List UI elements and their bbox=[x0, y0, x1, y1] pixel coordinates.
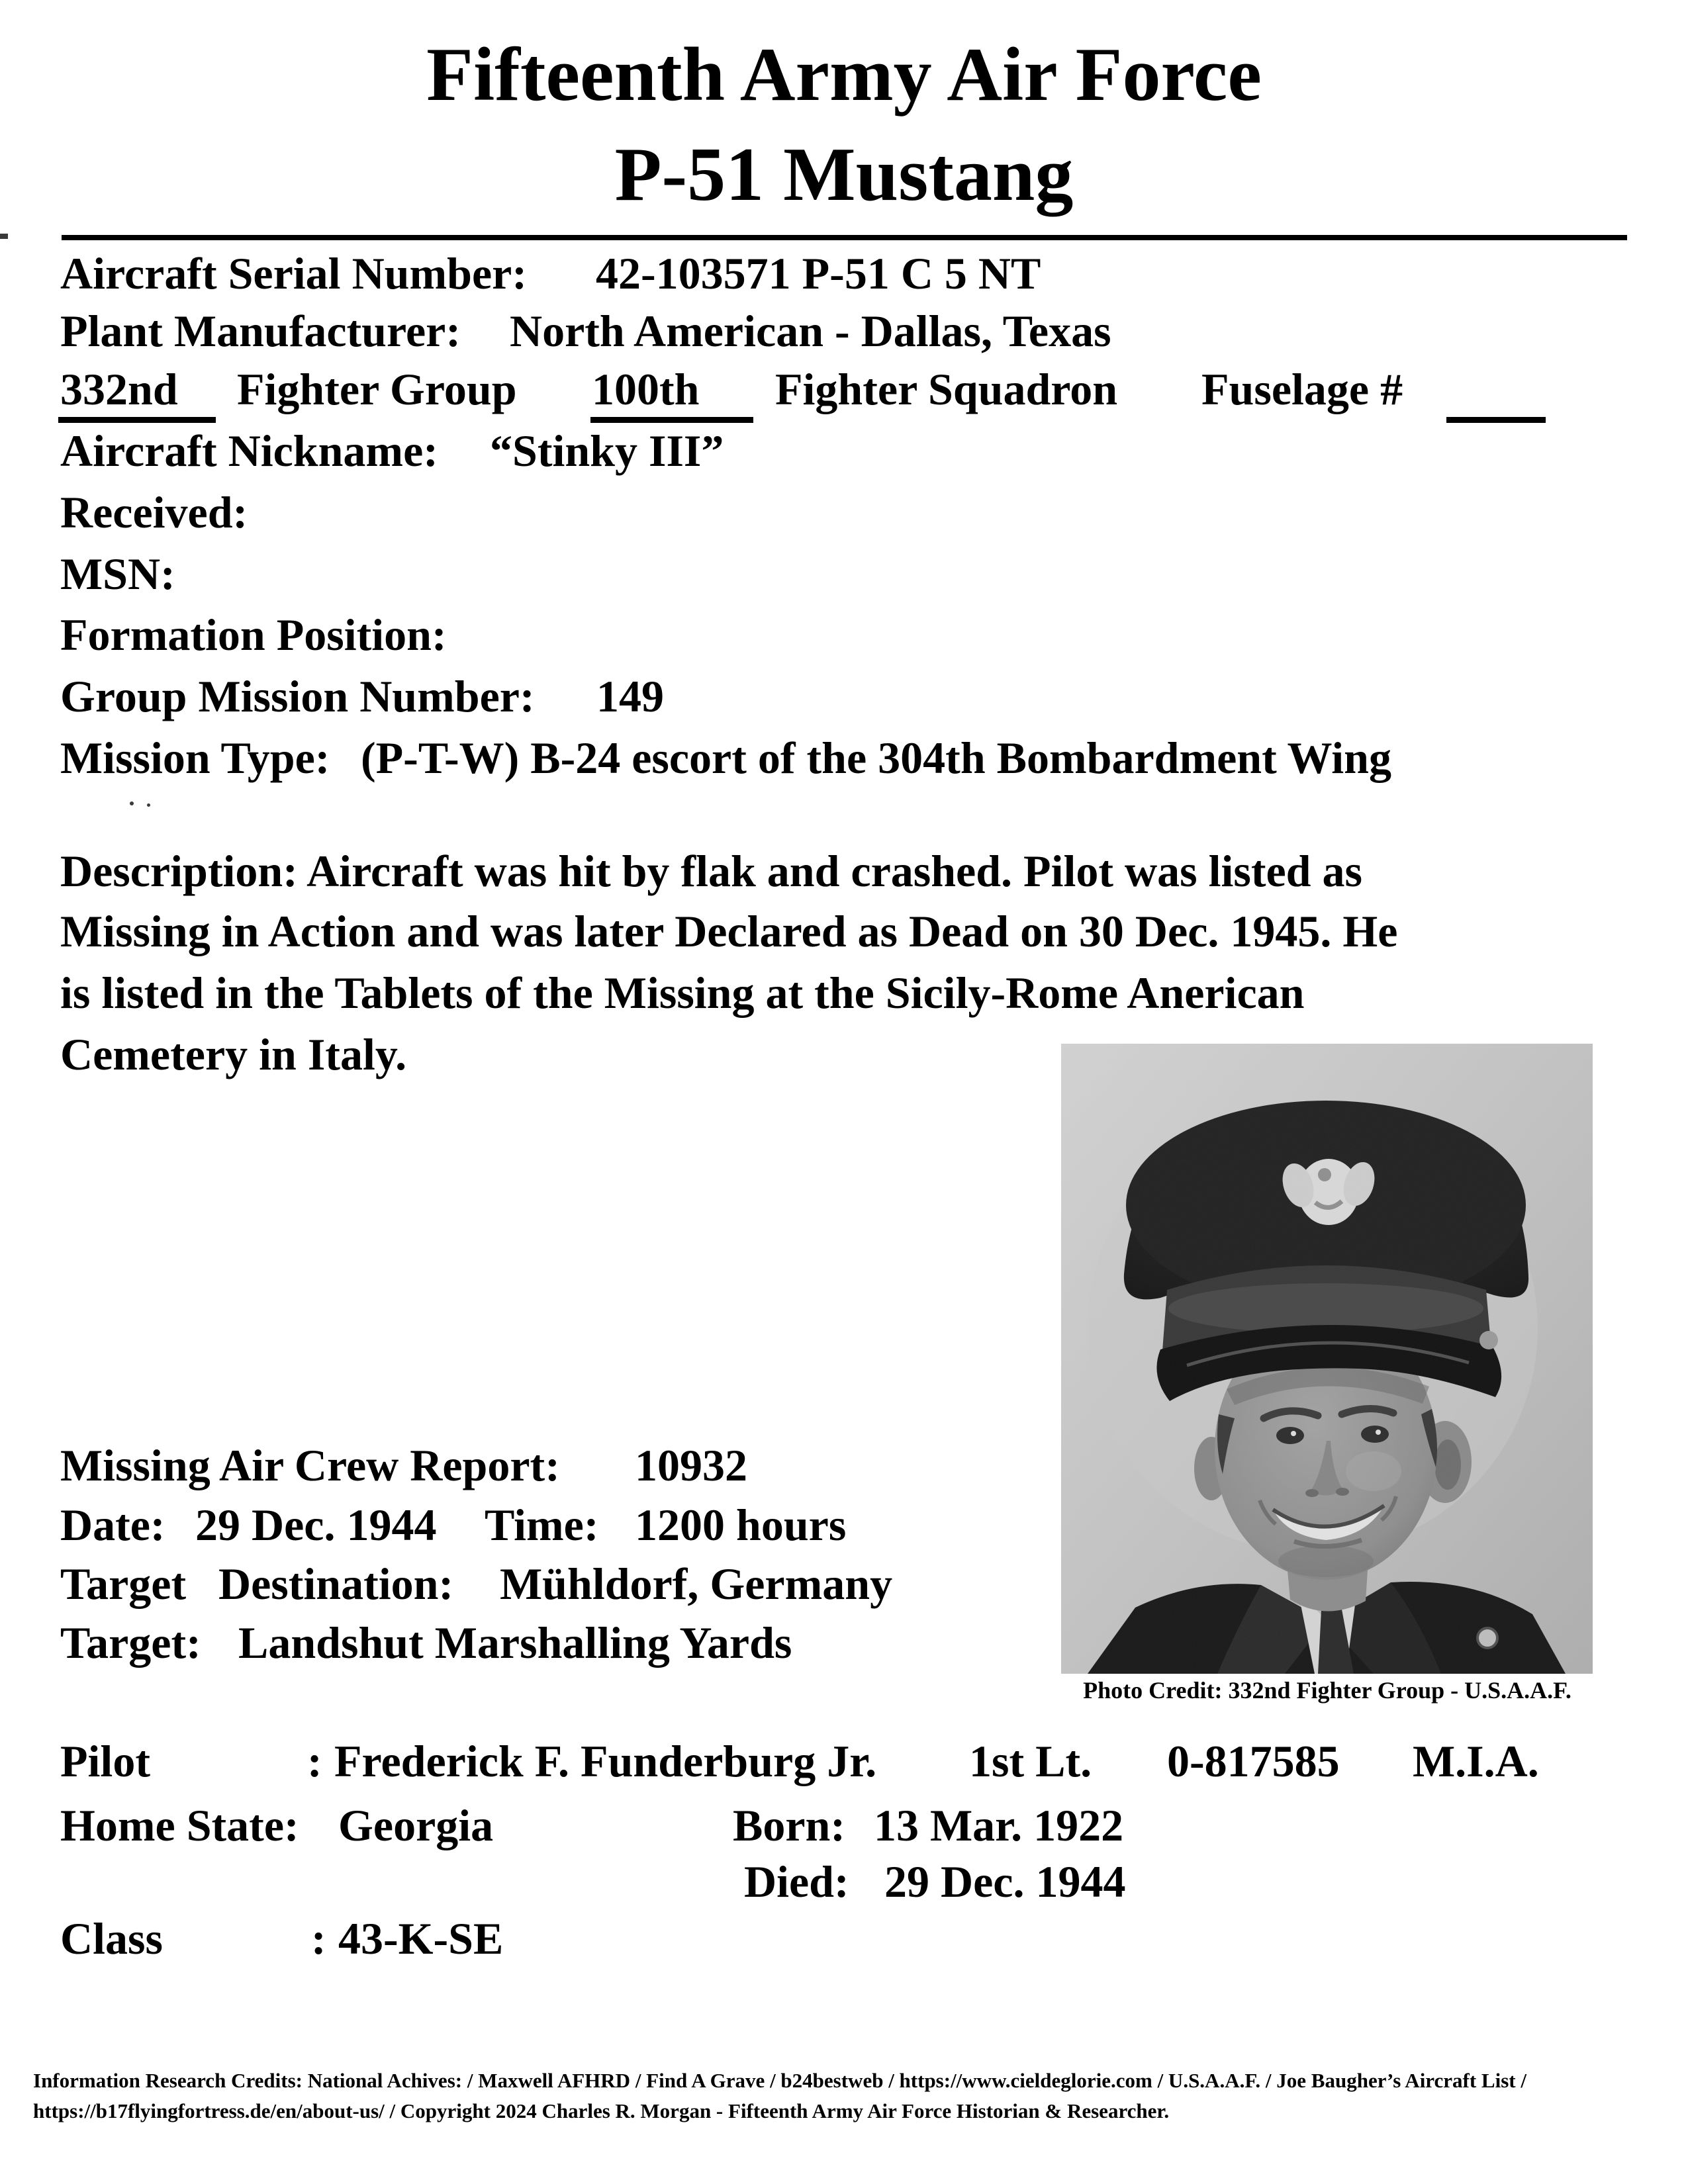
squadron-label: Fighter Squadron bbox=[775, 364, 1118, 414]
macr-date-value: 29 Dec. 1944 bbox=[195, 1500, 437, 1550]
died-value: 29 Dec. 1944 bbox=[884, 1856, 1126, 1907]
pilot-rank: 1st Lt. bbox=[969, 1736, 1092, 1786]
page-title-line1: Fifteenth Army Air Force bbox=[426, 32, 1262, 117]
macr-target-dest-label2: Destination: bbox=[218, 1559, 454, 1609]
class-colon: : bbox=[311, 1913, 326, 1964]
macr-time-label: Time: bbox=[485, 1500, 599, 1550]
group-number-underline bbox=[58, 417, 216, 423]
description-line2: Missing in Action and was later Declared as Dead on 30 Dec. 1945. He bbox=[60, 906, 1398, 956]
group-number: 332nd bbox=[60, 364, 178, 414]
macr-target-dest-label1: Target bbox=[60, 1559, 187, 1609]
group-label: Fighter Group bbox=[237, 364, 517, 414]
title-divider-rule bbox=[62, 235, 1627, 240]
fuselage-blank-underline bbox=[1446, 417, 1546, 423]
mission-type-value: (P-T-W) B-24 escort of the 304th Bombardment Wing bbox=[361, 733, 1391, 783]
class-value: 43-K-SE bbox=[338, 1913, 504, 1964]
pilot-portrait-photo bbox=[1061, 1044, 1593, 1674]
received-label: Received: bbox=[60, 487, 248, 537]
pilot-status: M.I.A. bbox=[1413, 1736, 1539, 1786]
mission-number-value: 149 bbox=[596, 671, 664, 721]
plant-label: Plant Manufacturer: bbox=[60, 306, 461, 356]
mission-number-label: Group Mission Number: bbox=[60, 671, 535, 721]
page-title-line2: P-51 Mustang bbox=[614, 132, 1074, 217]
nickname-value: “Stinky III” bbox=[490, 426, 724, 476]
description-line3: is listed in the Tablets of the Missing at the Sicily-Rome Anerican bbox=[60, 968, 1305, 1018]
macr-target-label: Target: bbox=[60, 1617, 201, 1668]
scan-artifact-dot bbox=[130, 801, 134, 805]
squadron-number-underline bbox=[590, 417, 753, 423]
pilot-name: Frederick F. Funderburg Jr. bbox=[334, 1736, 877, 1786]
home-state-label: Home State: bbox=[60, 1800, 299, 1850]
photo-credit: Photo Credit: 332nd Fighter Group - U.S.A.A.F. bbox=[1083, 1677, 1571, 1704]
macr-target-value: Landshut Marshalling Yards bbox=[238, 1617, 792, 1668]
fuselage-label: Fuselage # bbox=[1201, 364, 1403, 414]
nickname-label: Aircraft Nickname: bbox=[60, 426, 438, 476]
born-label: Born: bbox=[733, 1800, 845, 1850]
macr-target-dest-value: Mühldorf, Germany bbox=[500, 1559, 893, 1609]
scan-artifact-edge-dash bbox=[0, 234, 8, 239]
born-value: 13 Mar. 1922 bbox=[874, 1800, 1124, 1850]
mission-type-label: Mission Type: bbox=[60, 733, 330, 783]
macr-time-value: 1200 hours bbox=[635, 1500, 847, 1550]
formation-position-label: Formation Position: bbox=[60, 610, 447, 660]
description-line1: Description: Aircraft was hit by flak and crashed. Pilot was listed as bbox=[60, 846, 1362, 896]
died-label: Died: bbox=[744, 1856, 849, 1907]
description-line4: Cemetery in Italy. bbox=[60, 1029, 407, 1079]
pilot-colon: : bbox=[307, 1736, 322, 1786]
pilot-serial: 0-817585 bbox=[1167, 1736, 1340, 1786]
squadron-number: 100th bbox=[592, 364, 700, 414]
serial-label: Aircraft Serial Number: bbox=[60, 248, 527, 298]
macr-report-label: Missing Air Crew Report: bbox=[60, 1440, 560, 1490]
scan-artifact-dot bbox=[147, 803, 150, 807]
footer-credits-line2: https://b17flyingfortress.de/en/about-us/ / Copyright 2024 Charles R. Morgan - Fifteenth Army Air Force Historian & Researcher. bbox=[33, 2099, 1170, 2122]
plant-value: North American - Dallas, Texas bbox=[510, 306, 1111, 356]
serial-value: 42-103571 P-51 C 5 NT bbox=[596, 248, 1041, 298]
footer-credits-line1: Information Research Credits: National Achives: / Maxwell AFHRD / Find A Grave / b24bestweb / https://www.cieldeglorie.com / U.S.A.A.F. / Joe Baugher’s Aircraft List / bbox=[33, 2069, 1526, 2092]
home-state-value: Georgia bbox=[338, 1800, 494, 1850]
class-label: Class bbox=[60, 1913, 163, 1964]
pilot-label: Pilot bbox=[60, 1736, 150, 1786]
macr-report-value: 10932 bbox=[635, 1440, 747, 1490]
macr-date-label: Date: bbox=[60, 1500, 165, 1550]
msn-label: MSN: bbox=[60, 549, 175, 599]
